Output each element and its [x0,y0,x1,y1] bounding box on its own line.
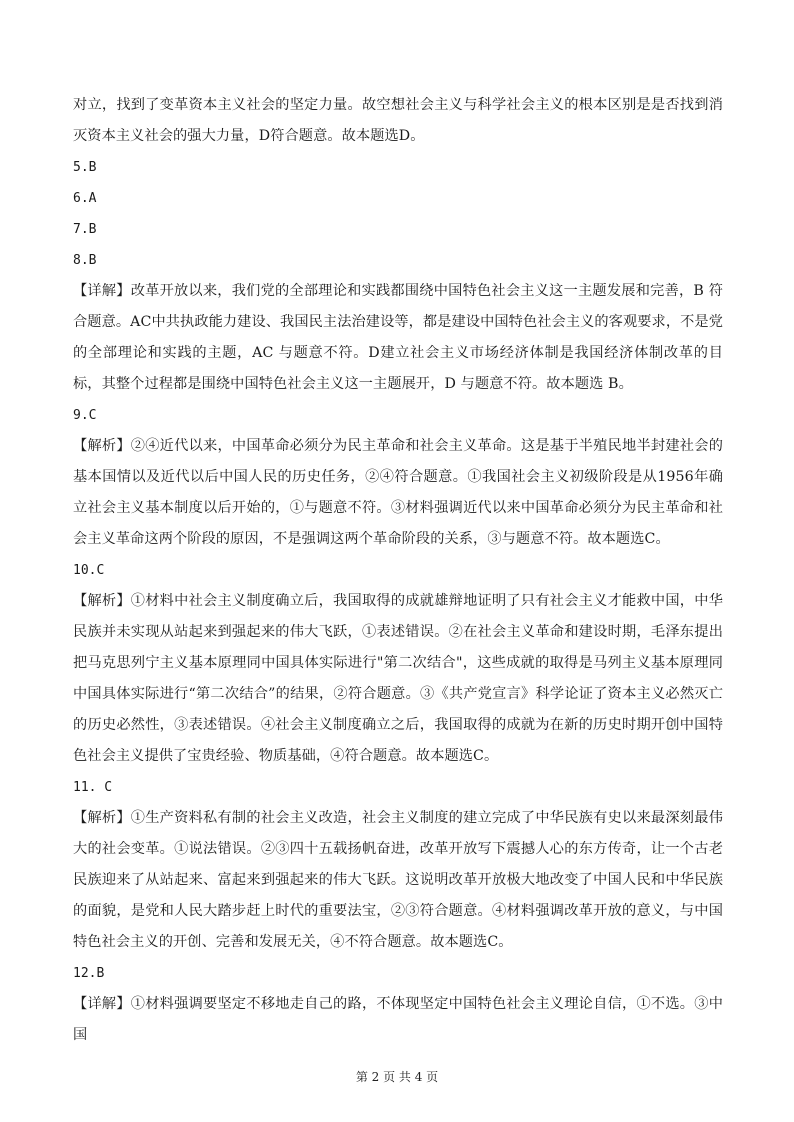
answer-explanation-9: 【解析】②④近代以来，中国革命必须分为民主革命和社会主义革命。这是基于半殖民地半封建社会的基本国情以及近代以后中国人民的历史任务，②④符合题意。①我国社会主义初级阶段是从1956年确立社会主义基本制度以后开始的，①与题意不符。③材料强调近代以来中国革命必须分为民主革命和社会主义革命这两个阶段的原因，不是强调这两个革命阶段的关系，③与题意不符。故本题选C。 [73,438,723,547]
answer-8: 8.B [73,253,97,268]
page-footer: 第 2 页 共 4 页 [355,1070,439,1084]
answer-explanation-11: 【解析】①生产资料私有制的社会主义改造，社会主义制度的建立完成了中华民族有史以来最深刻最伟大的社会变革。①说法错误。②③四十五载扬帆奋进，改革开放写下震撼人心的东方传奇，让一个古老民族迎来了从站起来、富起来到强起来的伟大飞跃。这说明改革开放极大地改变了中国人民和中华民族的面貌，是党和人民大踏步赶上时代的重要法宝，②③符合题意。④材料强调改革开放的意义，与中国特色社会主义的开创、完善和发展无关，④不符合题意。故本题选C。 [73,810,723,950]
answer-7: 7.B [73,222,97,237]
answer-5: 5.B [73,160,97,175]
answer-explanation-12: 【详解】①材料强调要坚定不移地走自己的路，不体现坚定中国特色社会主义理论自信，①不选。③中国 [73,996,723,1043]
answer-10: 10.C [73,563,105,578]
answer-9: 9.C [73,408,97,423]
answer-6: 6.A [73,191,97,206]
answer-explanation-10: 【解析】①材料中社会主义制度确立后，我国取得的成就雄辩地证明了只有社会主义才能救中国，中华民族并未实现从站起来到强起来的伟大飞跃，①表述错误。②在社会主义革命和建设时期，毛泽东提出把马克思列宁主义基本原理同中国具体实际进行"第二次结合"，这些成就的取得是马列主义基本原理同中国具体实际进行“第二次结合”的结果，②符合题意。③《共产党宣言》科学论证了资本主义必然灭亡的历史必然性，③表述错误。④社会主义制度确立之后，我国取得的成就为在新的历史时期开创中国特色社会主义提供了宝贵经验、物质基础，④符合题意。故本题选C。 [73,593,723,764]
answer-11: 11. C [73,780,113,795]
answer-explanation-4-end: 对立，找到了变革资本主义社会的坚定力量。故空想社会主义与科学社会主义的根本区别是是否找到消灭资本主义社会的强大力量，D符合题意。故本题选D。 [73,97,723,144]
answer-explanation-8: 【详解】改革开放以来，我们党的全部理论和实践都围绕中国特色社会主义这一主题发展和完善，B 符合题意。AC中共执政能力建设、我国民主法治建设等，都是建设中国特色社会主义的客观要求，不是党的全部理论和实践的主题，AC 与题意不符。D建立社会主义市场经济体制是我国经济体制改革的目标，其整个过程都是围绕中国特色社会主义这一主题展开，D 与题意不符。故本题选 B。 [73,283,723,392]
document-body [73,90,723,1051]
answer-12: 12.B [73,966,105,981]
